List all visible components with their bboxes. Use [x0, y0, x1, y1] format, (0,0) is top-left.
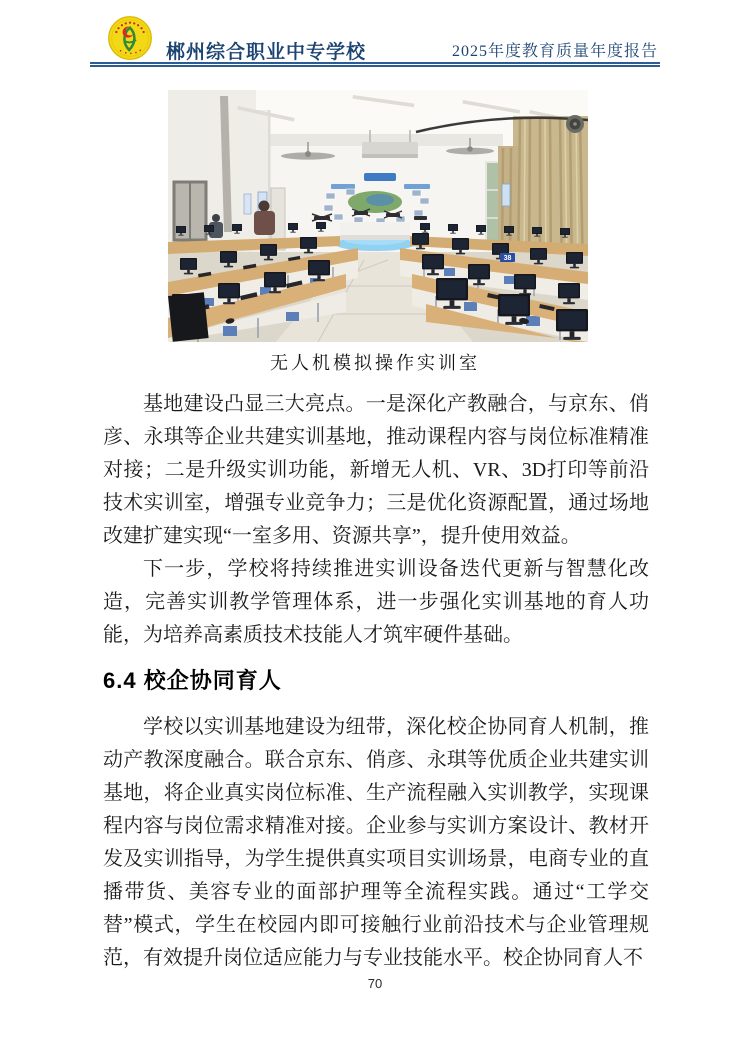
- document-body: [103, 388, 649, 975]
- photo-caption: 无人机模拟操作实训室: [270, 353, 480, 373]
- paragraph-next-steps: 下一步，学校将持续推进实训设备迭代更新与智慧化改造，完善实训教学管理体系，进一步强化实训基地的育人功能，为培养高素质技术技能人才筑牢硬件基础。: [103, 558, 649, 646]
- paragraph-base-highlights: 基地建设凸显三大亮点。一是深化产教融合，与京东、俏彦、永琪等企业共建实训基地，推动课程内容与岗位标准精准对接；二是升级实训功能，新增无人机、VR、3D打印等前沿技术实训室，增强专业竞争力；三是优化资源配置，通过场地改建扩建实现“一室多用、资源共享”，提升使用效益。: [103, 393, 649, 547]
- wall-fan: [566, 115, 584, 133]
- section-heading-6-4: 6.4 校企协同育人: [103, 668, 282, 693]
- paragraph-school-enterprise: 学校以实训基地建设为纽带，深化校企协同育人机制，推动产教深度融合。联合京东、俏彦、永琪等优质企业共建实训基地，将企业真实岗位标准、生产流程融入实训教学，实现课程内容与岗位需求精准对接。企业参与实训方案设计、教材开发及实训指导，为学生提供真实项目实训场景，电商专业的直播带货、美容专业的面部护理等全流程实践。通过“工学交替”模式，学生在校园内即可接触行业前沿技术与企业管理规范，有效提升岗位适应能力与专业技能水平。校企协同育人不: [103, 716, 649, 969]
- header-divider: [90, 62, 660, 67]
- school-logo: [107, 15, 153, 61]
- classroom-photo: [168, 90, 588, 342]
- header-school-name: 郴州综合职业中专学校: [166, 42, 367, 63]
- page-number: 70: [367, 976, 383, 991]
- header-report-title: 2025年度教育质量年度报告: [451, 43, 658, 60]
- desk-number-label: 38: [503, 255, 512, 262]
- school-logo-icon: [107, 15, 153, 61]
